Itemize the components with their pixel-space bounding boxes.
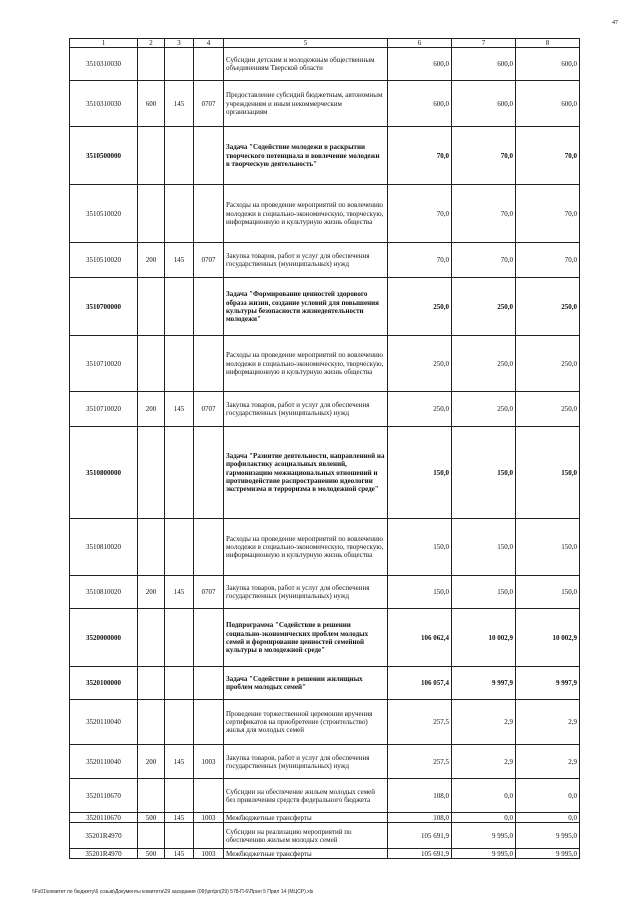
- amount-year3-cell: 10 002,9: [516, 609, 580, 667]
- budget-code-cell: 3520100000: [70, 667, 138, 700]
- expense-type-cell: [138, 427, 165, 519]
- column-number: 7: [452, 39, 516, 48]
- admin-code-cell: [165, 185, 194, 243]
- item-name-cell: Закупка товаров, работ и услуг для обеспечения государственных (муниципальных) нужд: [224, 576, 388, 609]
- expense-type-cell: 200: [138, 576, 165, 609]
- item-name-cell: Предоставление субсидий бюджетным, автономным учреждениям и иным некоммерческим организациям: [224, 81, 388, 127]
- column-number-row: [70, 39, 580, 48]
- table-row: [70, 185, 580, 243]
- item-name-cell: Межбюджетные трансферты: [224, 813, 388, 823]
- amount-year2-cell: 70,0: [452, 185, 516, 243]
- amount-year2-cell: 0,0: [452, 813, 516, 823]
- table-row: [70, 823, 580, 849]
- amount-year1-cell: 70,0: [388, 243, 452, 278]
- section-code-cell: [194, 127, 224, 185]
- amount-year1-cell: 257,5: [388, 745, 452, 779]
- admin-code-cell: [165, 48, 194, 81]
- section-code-cell: [194, 185, 224, 243]
- budget-code-cell: 3510510020: [70, 243, 138, 278]
- amount-year1-cell: 150,0: [388, 427, 452, 519]
- table-row: [70, 81, 580, 127]
- item-name-cell: Задача "Развитие деятельности, направленной на профилактику асоциальных явлений, гармонизацию межнациональных отношений и противодействие распространению идеологии экстремизма и терроризма в молодежной среде": [224, 427, 388, 519]
- budget-code-cell: 3510500000: [70, 127, 138, 185]
- amount-year3-cell: 600,0: [516, 48, 580, 81]
- file-path-footer: \\Fs01\комитет по бюджету\6 созыв\Документы комитета\29 заседание (09)\рп\рп(29) 578-П-6\Прил 5 Прил 14 (МЦСР).xls: [32, 889, 314, 895]
- item-name-cell: Задача "Содействие в решении жилищных проблем молодых семей": [224, 667, 388, 700]
- budget-code-cell: 3520110040: [70, 745, 138, 779]
- item-name-cell: Подпрограмма "Содействие в решении социально-экономических проблем молодых семей и формирование ценностей семейной культуры в молодежной среде": [224, 609, 388, 667]
- amount-year3-cell: 150,0: [516, 576, 580, 609]
- section-code-cell: [194, 609, 224, 667]
- expense-type-cell: [138, 127, 165, 185]
- item-name-cell: Расходы на проведение мероприятий по вовлечению молодежи в социально-экономическую, творческую, информационную и культурную жизнь общества: [224, 519, 388, 576]
- amount-year3-cell: 70,0: [516, 185, 580, 243]
- budget-code-cell: 35201R4970: [70, 849, 138, 859]
- expense-type-cell: [138, 667, 165, 700]
- amount-year2-cell: 150,0: [452, 576, 516, 609]
- admin-code-cell: [165, 609, 194, 667]
- amount-year3-cell: 9 995,0: [516, 823, 580, 849]
- budget-code-cell: 3520110040: [70, 700, 138, 745]
- admin-code-cell: 145: [165, 813, 194, 823]
- item-name-cell: Закупка товаров, работ и услуг для обеспечения государственных (муниципальных) нужд: [224, 745, 388, 779]
- amount-year1-cell: 106 062,4: [388, 609, 452, 667]
- column-number: 1: [70, 39, 138, 48]
- amount-year1-cell: 70,0: [388, 185, 452, 243]
- admin-code-cell: [165, 127, 194, 185]
- amount-year1-cell: 257,5: [388, 700, 452, 745]
- section-code-cell: [194, 278, 224, 336]
- table-row: [70, 392, 580, 427]
- budget-code-cell: 3510810020: [70, 519, 138, 576]
- expense-type-cell: 200: [138, 392, 165, 427]
- budget-code-cell: 3510810020: [70, 576, 138, 609]
- item-name-cell: Субсидии детским и молодежным общественным объединениям Тверской области: [224, 48, 388, 81]
- table-row: [70, 127, 580, 185]
- amount-year3-cell: 2,9: [516, 745, 580, 779]
- amount-year2-cell: 9 995,0: [452, 849, 516, 859]
- admin-code-cell: 145: [165, 392, 194, 427]
- expense-type-cell: [138, 185, 165, 243]
- section-code-cell: 0707: [194, 392, 224, 427]
- table-row: [70, 609, 580, 667]
- item-name-cell: Расходы на проведение мероприятий по вовлечению молодежи в социально-экономическую, творческую, информационную и культурную жизнь общества: [224, 185, 388, 243]
- section-code-cell: 0707: [194, 81, 224, 127]
- table-row: [70, 745, 580, 779]
- section-code-cell: [194, 427, 224, 519]
- amount-year1-cell: 106 057,4: [388, 667, 452, 700]
- admin-code-cell: [165, 823, 194, 849]
- table-row: [70, 278, 580, 336]
- expense-type-cell: 500: [138, 849, 165, 859]
- amount-year2-cell: 600,0: [452, 81, 516, 127]
- section-code-cell: 0707: [194, 243, 224, 278]
- amount-year2-cell: 2,9: [452, 700, 516, 745]
- section-code-cell: 1003: [194, 745, 224, 779]
- amount-year3-cell: 70,0: [516, 127, 580, 185]
- page-number: 47: [612, 20, 618, 26]
- amount-year1-cell: 105 691,9: [388, 823, 452, 849]
- item-name-cell: Межбюджетные трансферты: [224, 849, 388, 859]
- amount-year1-cell: 70,0: [388, 127, 452, 185]
- amount-year2-cell: 600,0: [452, 48, 516, 81]
- amount-year1-cell: 108,0: [388, 813, 452, 823]
- expense-type-cell: 500: [138, 813, 165, 823]
- section-code-cell: [194, 667, 224, 700]
- amount-year2-cell: 70,0: [452, 127, 516, 185]
- amount-year3-cell: 9 995,0: [516, 849, 580, 859]
- expense-type-cell: [138, 519, 165, 576]
- section-code-cell: [194, 700, 224, 745]
- section-code-cell: [194, 519, 224, 576]
- table-row: [70, 336, 580, 392]
- budget-code-cell: 3510800000: [70, 427, 138, 519]
- expense-type-cell: [138, 48, 165, 81]
- expense-type-cell: [138, 336, 165, 392]
- column-number: 2: [138, 39, 165, 48]
- amount-year2-cell: 2,9: [452, 745, 516, 779]
- table-row: [70, 519, 580, 576]
- expense-type-cell: [138, 700, 165, 745]
- table-row: [70, 667, 580, 700]
- amount-year1-cell: 600,0: [388, 48, 452, 81]
- amount-year3-cell: 0,0: [516, 779, 580, 813]
- admin-code-cell: [165, 667, 194, 700]
- amount-year3-cell: 250,0: [516, 392, 580, 427]
- expense-type-cell: 200: [138, 243, 165, 278]
- amount-year1-cell: 250,0: [388, 336, 452, 392]
- item-name-cell: Задача "Формирование ценностей здорового образа жизни, создание условий для повышения культуры безопасности жизнедеятельности молодежи": [224, 278, 388, 336]
- admin-code-cell: 145: [165, 576, 194, 609]
- budget-code-cell: 3510710020: [70, 336, 138, 392]
- amount-year2-cell: 9 995,0: [452, 823, 516, 849]
- amount-year2-cell: 150,0: [452, 519, 516, 576]
- amount-year1-cell: 250,0: [388, 392, 452, 427]
- amount-year1-cell: 600,0: [388, 81, 452, 127]
- amount-year2-cell: 250,0: [452, 336, 516, 392]
- section-code-cell: [194, 48, 224, 81]
- amount-year3-cell: 70,0: [516, 243, 580, 278]
- budget-code-cell: 3520000000: [70, 609, 138, 667]
- item-name-cell: Проведение торжественной церемонии вручения сертификатов на приобретение (строительство) жилья для молодых семей: [224, 700, 388, 745]
- admin-code-cell: 145: [165, 243, 194, 278]
- amount-year3-cell: 150,0: [516, 519, 580, 576]
- budget-code-cell: 35201R4970: [70, 823, 138, 849]
- budget-code-cell: 3510510020: [70, 185, 138, 243]
- expense-type-cell: 600: [138, 81, 165, 127]
- section-code-cell: 0707: [194, 576, 224, 609]
- admin-code-cell: [165, 336, 194, 392]
- amount-year2-cell: 10 002,9: [452, 609, 516, 667]
- item-name-cell: Расходы на проведение мероприятий по вовлечению молодежи в социально-экономическую, творческую, информационную и культурную жизнь общества: [224, 336, 388, 392]
- section-code-cell: [194, 823, 224, 849]
- amount-year3-cell: 600,0: [516, 81, 580, 127]
- budget-code-cell: 3520110670: [70, 813, 138, 823]
- amount-year2-cell: 70,0: [452, 243, 516, 278]
- admin-code-cell: [165, 427, 194, 519]
- amount-year3-cell: 250,0: [516, 336, 580, 392]
- amount-year2-cell: 150,0: [452, 427, 516, 519]
- admin-code-cell: [165, 519, 194, 576]
- column-number: 3: [165, 39, 194, 48]
- item-name-cell: Субсидии на реализацию мероприятий по обеспечению жильем молодых семей: [224, 823, 388, 849]
- budget-code-cell: 3510700000: [70, 278, 138, 336]
- amount-year2-cell: 250,0: [452, 392, 516, 427]
- section-code-cell: 1003: [194, 813, 224, 823]
- amount-year2-cell: 0,0: [452, 779, 516, 813]
- item-name-cell: Закупка товаров, работ и услуг для обеспечения государственных (муниципальных) нужд: [224, 392, 388, 427]
- column-number: 4: [194, 39, 224, 48]
- expense-type-cell: [138, 278, 165, 336]
- admin-code-cell: [165, 700, 194, 745]
- amount-year3-cell: 250,0: [516, 278, 580, 336]
- admin-code-cell: [165, 278, 194, 336]
- expense-type-cell: [138, 779, 165, 813]
- expense-type-cell: [138, 823, 165, 849]
- table-row: [70, 813, 580, 823]
- admin-code-cell: 145: [165, 81, 194, 127]
- amount-year1-cell: 105 691,9: [388, 849, 452, 859]
- budget-code-cell: 3520110670: [70, 779, 138, 813]
- amount-year2-cell: 250,0: [452, 278, 516, 336]
- expense-type-cell: 200: [138, 745, 165, 779]
- amount-year3-cell: 9 997,9: [516, 667, 580, 700]
- budget-code-cell: 3510710020: [70, 392, 138, 427]
- table-row: [70, 779, 580, 813]
- section-code-cell: 1003: [194, 849, 224, 859]
- item-name-cell: Субсидии на обеспечение жильем молодых семей без привлечения средств федерального бюджета: [224, 779, 388, 813]
- amount-year1-cell: 108,0: [388, 779, 452, 813]
- table-row: [70, 48, 580, 81]
- amount-year1-cell: 150,0: [388, 519, 452, 576]
- amount-year2-cell: 9 997,9: [452, 667, 516, 700]
- table-row: [70, 427, 580, 519]
- column-number: 6: [388, 39, 452, 48]
- amount-year3-cell: 150,0: [516, 427, 580, 519]
- budget-table: [69, 38, 580, 859]
- expense-type-cell: [138, 609, 165, 667]
- section-code-cell: [194, 336, 224, 392]
- admin-code-cell: 145: [165, 745, 194, 779]
- column-number: 5: [224, 39, 388, 48]
- item-name-cell: Закупка товаров, работ и услуг для обеспечения государственных (муниципальных) нужд: [224, 243, 388, 278]
- amount-year1-cell: 250,0: [388, 278, 452, 336]
- amount-year3-cell: 2,9: [516, 700, 580, 745]
- budget-code-cell: 3510310030: [70, 81, 138, 127]
- section-code-cell: [194, 779, 224, 813]
- amount-year3-cell: 0,0: [516, 813, 580, 823]
- admin-code-cell: [165, 779, 194, 813]
- table-row: [70, 243, 580, 278]
- amount-year1-cell: 150,0: [388, 576, 452, 609]
- column-number: 8: [516, 39, 580, 48]
- item-name-cell: Задача "Содействие молодежи в раскрытии творческого потенциала и вовлечение молодежи в творческую деятельность": [224, 127, 388, 185]
- table-row: [70, 700, 580, 745]
- admin-code-cell: 145: [165, 849, 194, 859]
- budget-code-cell: 3510310030: [70, 48, 138, 81]
- table-row: [70, 849, 580, 859]
- table-row: [70, 576, 580, 609]
